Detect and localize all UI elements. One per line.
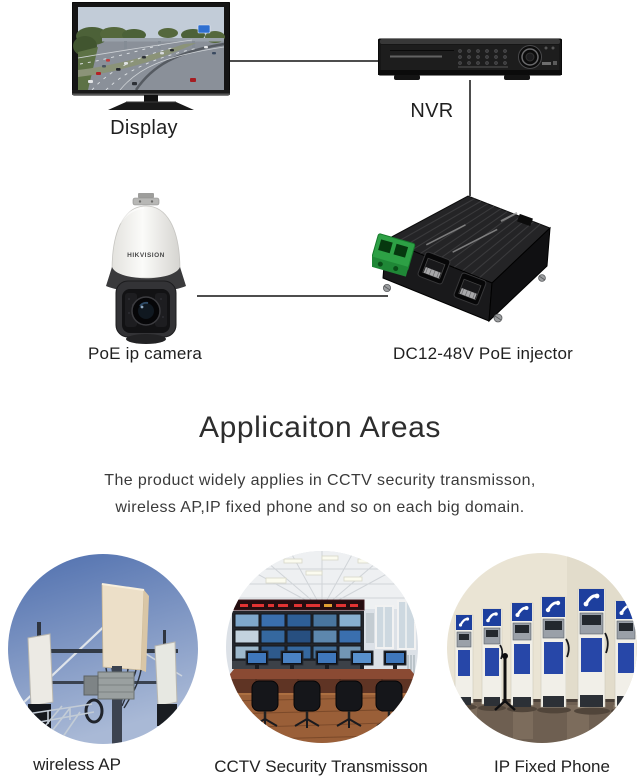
phone-kiosk [507,603,537,712]
phone-kiosk [478,609,506,711]
poe-camera-device [98,193,194,350]
ip-phone-photo [447,553,637,743]
tv-stand [108,95,194,110]
camera-lens-housing [116,281,176,337]
phone-kiosk [611,601,637,714]
phone-kiosk [537,597,571,713]
camera-brand-text: HIKVISION [127,252,165,259]
display-device [72,2,230,119]
application-description-line1: The product widely applies in CCTV security transmisson, [104,472,536,489]
poe-injector-device [372,188,564,333]
nvr-jog-dial [519,46,542,69]
wireless-ap-label: wireless AP [33,755,121,774]
ip-phone-label: IP Fixed Phone [494,757,610,776]
display-label: Display [110,117,178,139]
connector-display-nvr [230,60,378,62]
cctv-room-photo [226,551,418,743]
nvr-graphic [378,36,562,84]
connector-camera-injector [197,295,388,297]
application-description-line2: wireless AP,IP fixed phone and so on each big domain. [115,499,525,516]
tv-screen [73,7,225,90]
injector-graphic [372,188,564,328]
connector-nvr-injector [469,80,471,196]
camera-graphic [98,193,194,345]
application-areas-title: Applicaiton Areas [198,411,441,444]
wireless-ap-photo [8,554,198,744]
camera-base [126,334,166,344]
wireless-ap-graphic [8,554,198,744]
camera-label: PoE ip camera [87,344,203,363]
nvr-device [378,36,562,89]
camera-dome [112,206,180,278]
ip-phone-graphic [447,553,637,743]
camera-top-mount [133,193,159,205]
nvr-label: NVR [410,100,454,122]
phone-kiosk [451,615,477,710]
cctv-label: CCTV Security Transmisson [214,757,428,776]
phone-kiosk [574,589,610,715]
cctv-room-graphic [226,551,418,743]
injector-label: DC12-48V PoE injector [393,344,573,363]
left-panel-antenna [28,622,53,732]
display-monitor-graphic [72,2,230,114]
led-ticker [234,600,364,610]
main-panel-antenna [102,584,149,672]
